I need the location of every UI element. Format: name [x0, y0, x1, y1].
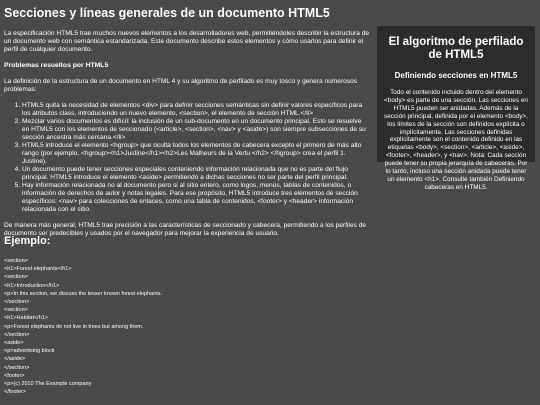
code-line: <p>advertising block	[4, 348, 55, 355]
code-line: <aside>	[4, 340, 24, 347]
example-title: Ejemplo:	[4, 235, 51, 247]
list-item: 1. HTML5 quita la necesidad de elementos <div> para definir secciones semánticas sin definir valores específicos para los atributos class, introduciendo un nuevo elemento, <section>, el elemento de sección HTML.</li>	[22, 102, 370, 118]
code-line: <footer>	[4, 372, 25, 379]
code-line: <p>Forest elephants do not live in trees but among them.	[4, 323, 144, 330]
code-line: <p>(c) 2010 The Example company	[4, 381, 92, 388]
list-item: 4. Un documento puede tener secciones especiales conteniendo información relacionada que no es parte del flujo principal. HTML5 introduce el elemento <aside> permitiendo a dichas secciones no ser parte del perfil principal.	[22, 166, 370, 182]
sidebar-body: Todo el contenido incluido dentro del elemento <body> es parte de una sección. Las secciones en HTML5 pueden ser anidadas. Además de la sección principal, definida por el elemento <body>, los límites de la sección son definidos explícita o implícitamente. Las secciones definidas explícitamente son el contenido definido en las etiquetas <body>, <section>, <article>, <aside>, <footer>, <header>, y <nav>. Nota: Cada sección puede tener su propia jerarquía de cabeceras. Por lo tanto, incluso una sección anidada puede tener un elemento <h1>. Consulte también Definiendo cabeceras en HTML5.	[384, 89, 528, 191]
code-line: </section>	[4, 299, 30, 306]
code-example	[4, 257, 524, 396]
code-line: <h1>Introduction</h1>	[4, 282, 60, 289]
list-item: 2. Mezclar varios documentos es difícil: la inclusión de un sub-documento en un documento principal. Esto se resuelve en HTML5 con los elementos de seccionado (<article>, <section>, <nav> y <aside>) son siempre subsecciones de su sección ancestra más cercana.</li>	[22, 118, 370, 142]
code-line: </section>	[4, 364, 30, 371]
page-title: Secciones y líneas generales de un documento HTML5	[4, 6, 330, 20]
main-content	[4, 30, 370, 246]
problems-list	[4, 102, 370, 214]
sidebar-panel	[377, 26, 535, 191]
code-line: <p>In this section, we discuss the lesser known forest elephants.	[4, 290, 163, 297]
code-line: <section>	[4, 274, 28, 281]
list-item: 3. HTML5 introduce el elemento <hgroup> que oculta todos los elementos de cabecera excepto el primero de más alto rango (por ejemplo, <hgroup><h1>Justine</h1><h2>Les Malheurs de la Vertu </h2> </hgroup> crea el perfil 1. Justine).	[22, 142, 370, 166]
code-line: <section>	[4, 258, 28, 264]
list-item: 5. Hay información relacionada no al documento pero si al sitio entero, como logos, menús, tablas de contenidos, o información de derechos de autor y notas legales. Para ese propósito, HTML5 introduce tres elementos de sección específicos: <nav> para colecciones de enlaces, como una tabla de contenidos, <footer> y <header> información relacionada con el sitio.	[22, 182, 370, 214]
summary-paragraph: De manera más general, HTML5 trae precisión a las características de seccionado y cabecera, permitiendo a los perfiles de documento ser predecibles y usados por el navegador para mejorar la experiencia de usuario.	[4, 222, 367, 237]
problems-heading: Problemas resueltos por HTML5	[4, 62, 109, 69]
code-line: </section>	[4, 331, 30, 338]
sidebar-title: El algoritmo de perfilado de HTML5	[388, 36, 524, 61]
sidebar-subtitle: Definiendo secciones en HTML5	[394, 71, 518, 80]
problems-intro: La definición de la estructura de un documento en HTML 4 y su algoritmo de perfilado es muy tosco y genera numerosos problemas:	[4, 78, 358, 93]
code-line: <h1>Forest elephants</h1>	[4, 266, 72, 273]
code-line: <section>	[4, 307, 28, 314]
code-line: </aside>	[4, 356, 26, 363]
intro-paragraph: La especificación HTML5 trae muchos nuevos elementos a los desarrolladores web, permitiéndoles describir la estructura de un documento web con semántica estandarizada. Este documento describe estos elementos y cómo usarlos para definir el perfil de cualquier documento.	[4, 30, 370, 53]
code-line: <h1>Habitat</h1>	[4, 315, 49, 322]
code-line: </footer>	[4, 389, 27, 396]
